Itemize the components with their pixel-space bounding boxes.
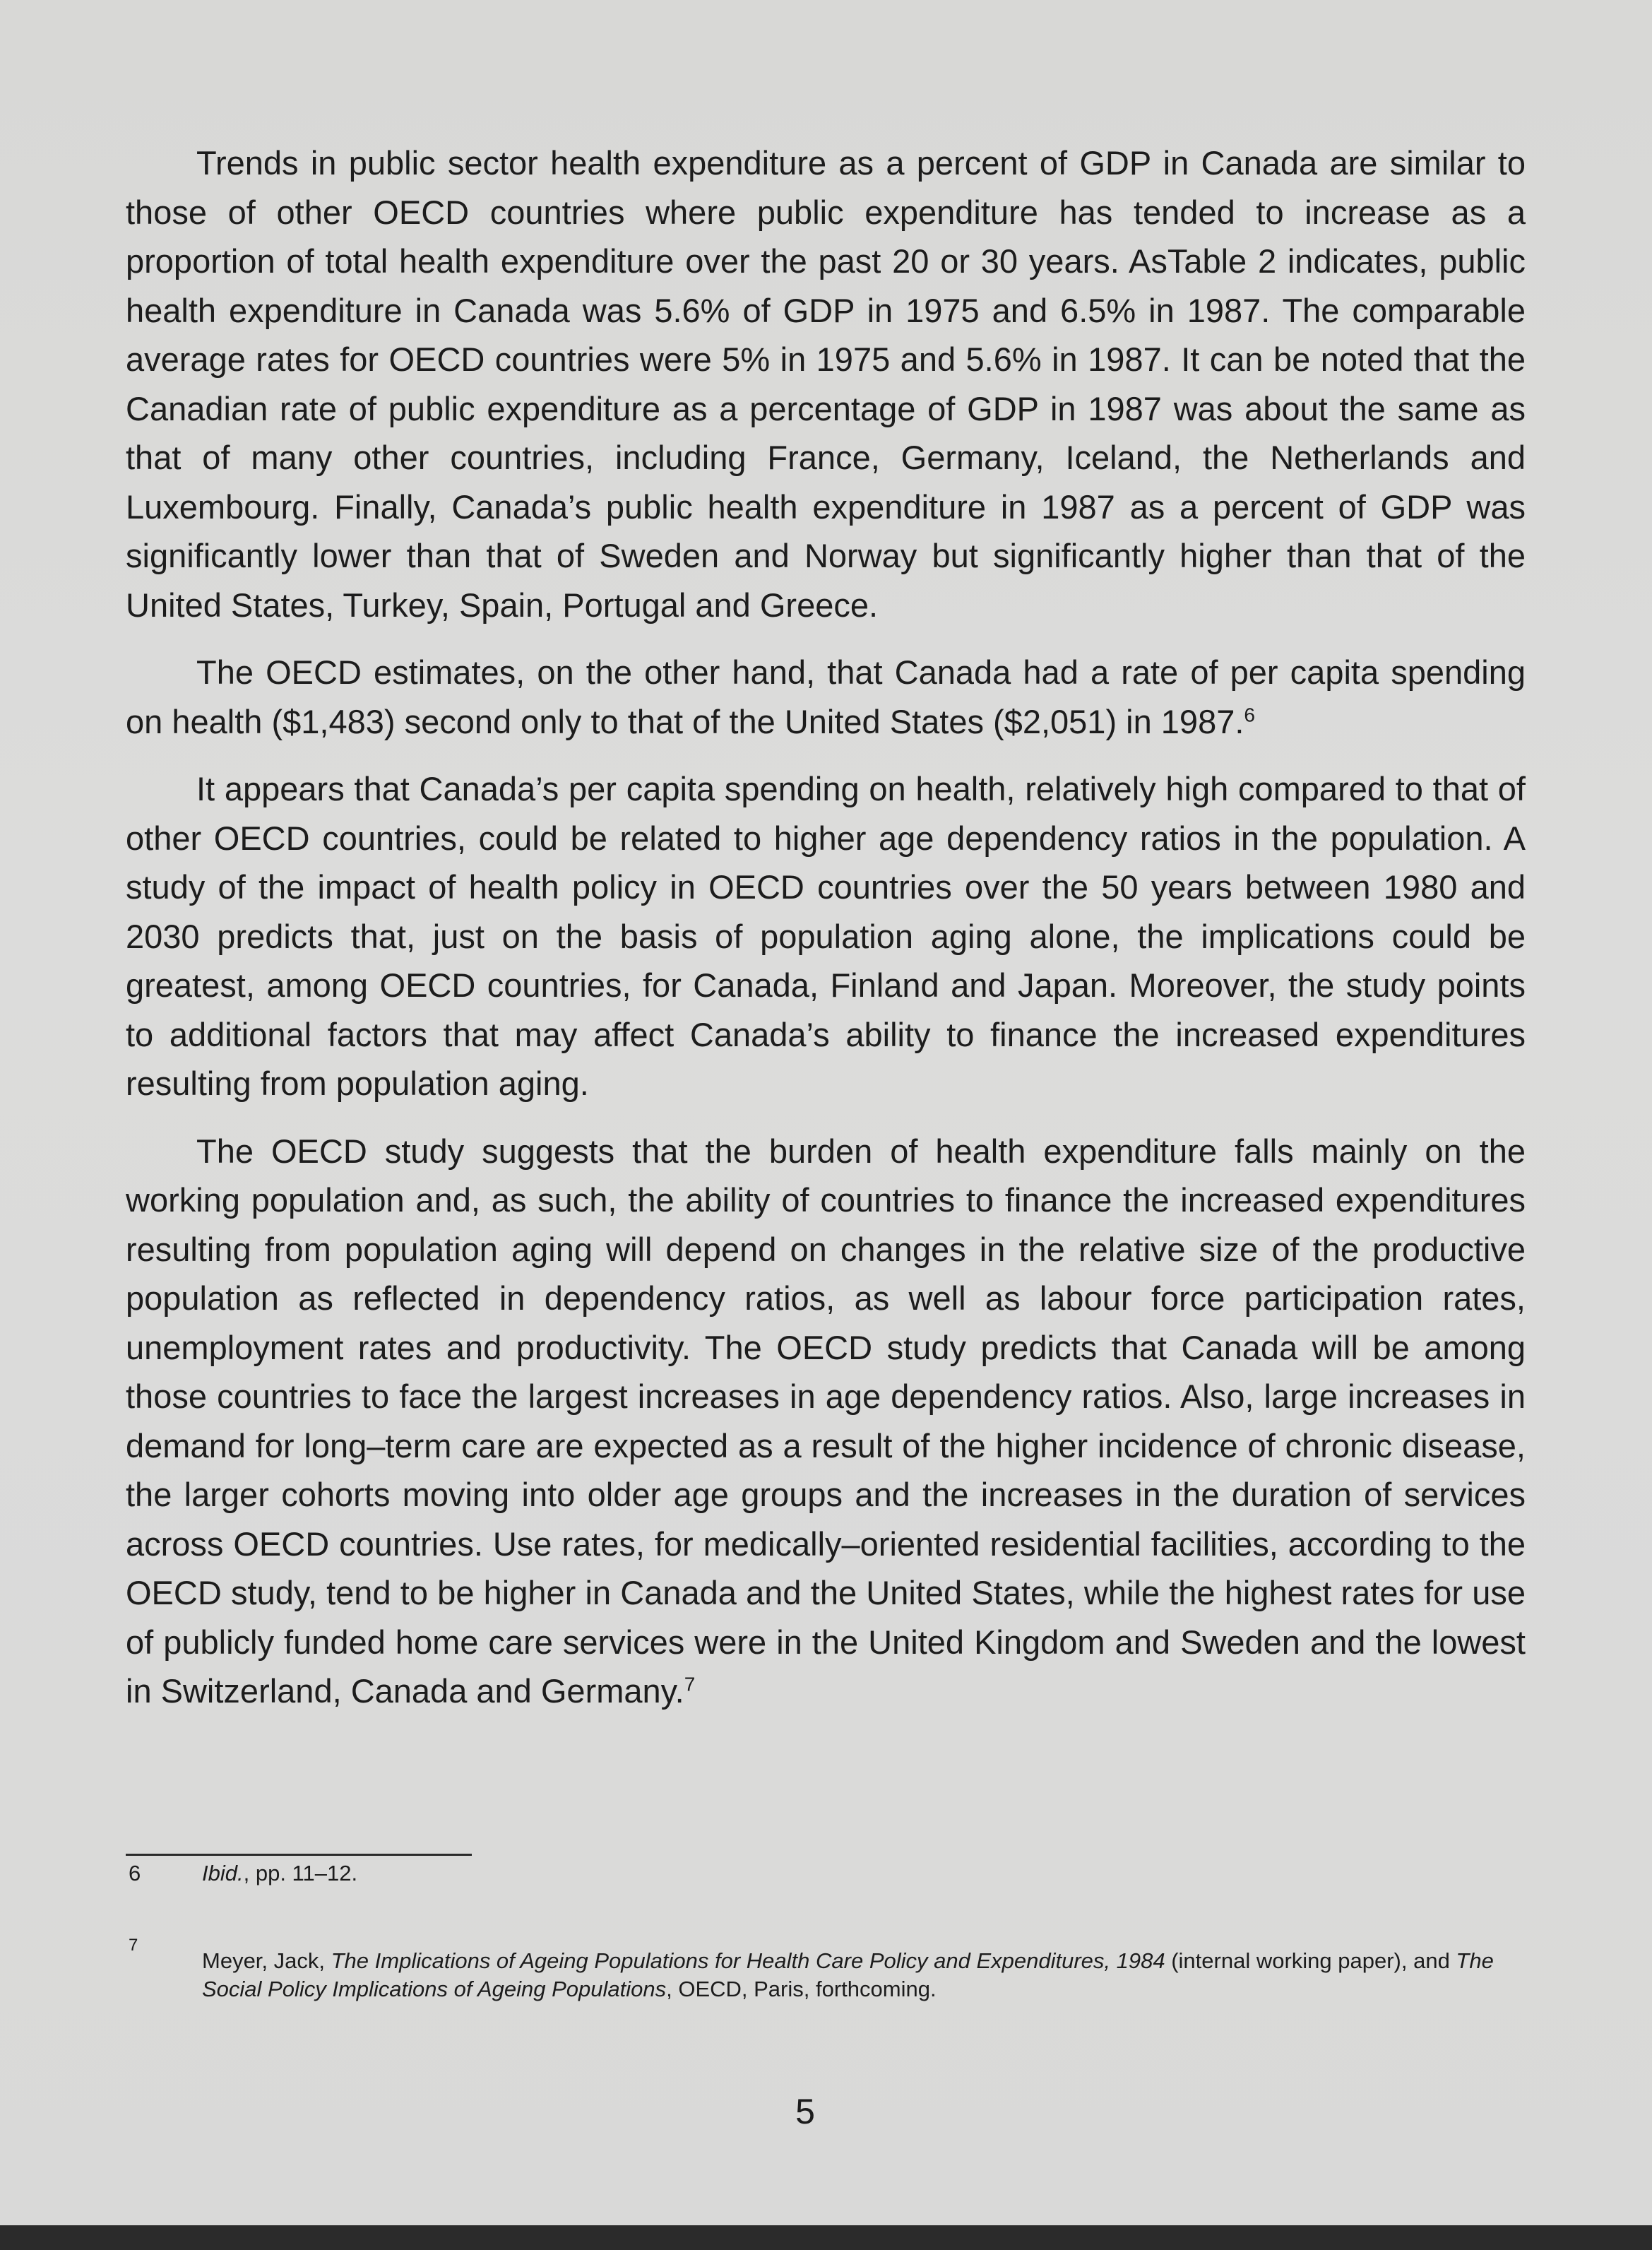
paragraph-per-capita-spending: The OECD estimates, on the other hand, that Canada had a rate of per capita spending on health ($1,483) second only to that of the United States ($2,051) in 1987.$^6$ bbox=[126, 653, 1526, 740]
footnote-divider bbox=[126, 1854, 472, 1856]
footnote-7 bbox=[126, 1934, 1531, 2003]
footnote-text: Ibid., pp. 11–12. bbox=[202, 1861, 358, 1885]
paragraph-age-dependency: It appears that Canada’s per capita spending on health, relatively high compared to that of other OECD countries, could be related to higher age dependency ratios in the population. A study of the impact of health policy in OECD countries over the 50 years between 1980 and 2030 predicts that, just on the basis of population aging alone, the implications could be greatest, among OECD countries, for Canada, Finland and Japan. Moreover, the study points to additional factors that may affect Canada’s ability to finance the increased expenditures resulting from population aging. bbox=[126, 770, 1526, 1102]
paragraph-oecd-study: The OECD study suggests that the burden of health expenditure falls mainly on the working population and, as such, the ability of countries to finance the increased expenditures resulting from population aging will depend on changes in the relative size of the productive population as reflected in dependency ratios, as well as labour force participation rates, unemployment rates and productivity. The OECD study predicts that Canada will be among those countries to face the largest increases in age dependency ratios. Also, large increases in demand for long–term care are expected as a result of the higher incidence of chronic disease, the larger cohorts moving into older age groups and the increases in the duration of services across OECD countries. Use rates, for medically–oriented residential facilities, according to the OECD study, tend to be higher in Canada and the United States, while the highest rates for use of publicly funded home care services were in the United Kingdom and Sweden and the lowest in Switzerland, Canada and Germany.$^7$ bbox=[126, 1132, 1526, 1710]
scan-bottom-edge bbox=[0, 2225, 1652, 2250]
body-text bbox=[126, 138, 1526, 1734]
footnote-number: 6 bbox=[129, 1861, 141, 1885]
footnote-ref-7: 7 bbox=[684, 1673, 696, 1695]
footnote-text: Meyer, Jack, The Implications of Ageing Populations for Health Care Policy and Expenditures, 1984 (internal working paper), and The Social Policy Implications of Ageing Populations, OECD, Paris, forthcoming. bbox=[202, 1948, 1494, 2001]
footnote-6 bbox=[126, 1859, 1531, 1888]
footnote-number: 7 bbox=[129, 1936, 138, 1955]
footnote-ref-6: 6 bbox=[1244, 703, 1255, 726]
page-number: 5 bbox=[795, 2092, 815, 2131]
paragraph-public-expenditure-trends: Trends in public sector health expenditure as a percent of GDP in Canada are similar to those of other OECD countries where public expenditure has tended to increase as a proportion of total health expenditure over the past 20 or 30 years. AsTable 2 indicates, public health expenditure in Canada was 5.6% of GDP in 1975 and 6.5% in 1987. The comparable average rates for OECD countries were 5% in 1975 and 5.6% in 1987. It can be noted that the Canadian rate of public expenditure as a percentage of GDP in 1987 was about the same as that of many other countries, including France, Germany, Iceland, the Netherlands and Luxembourg. Finally, Canada’s public health expenditure in 1987 as a percent of GDP was significantly lower than that of Sweden and Norway but significantly higher than that of the United States, Turkey, Spain, Portugal and Greece. bbox=[126, 144, 1526, 624]
